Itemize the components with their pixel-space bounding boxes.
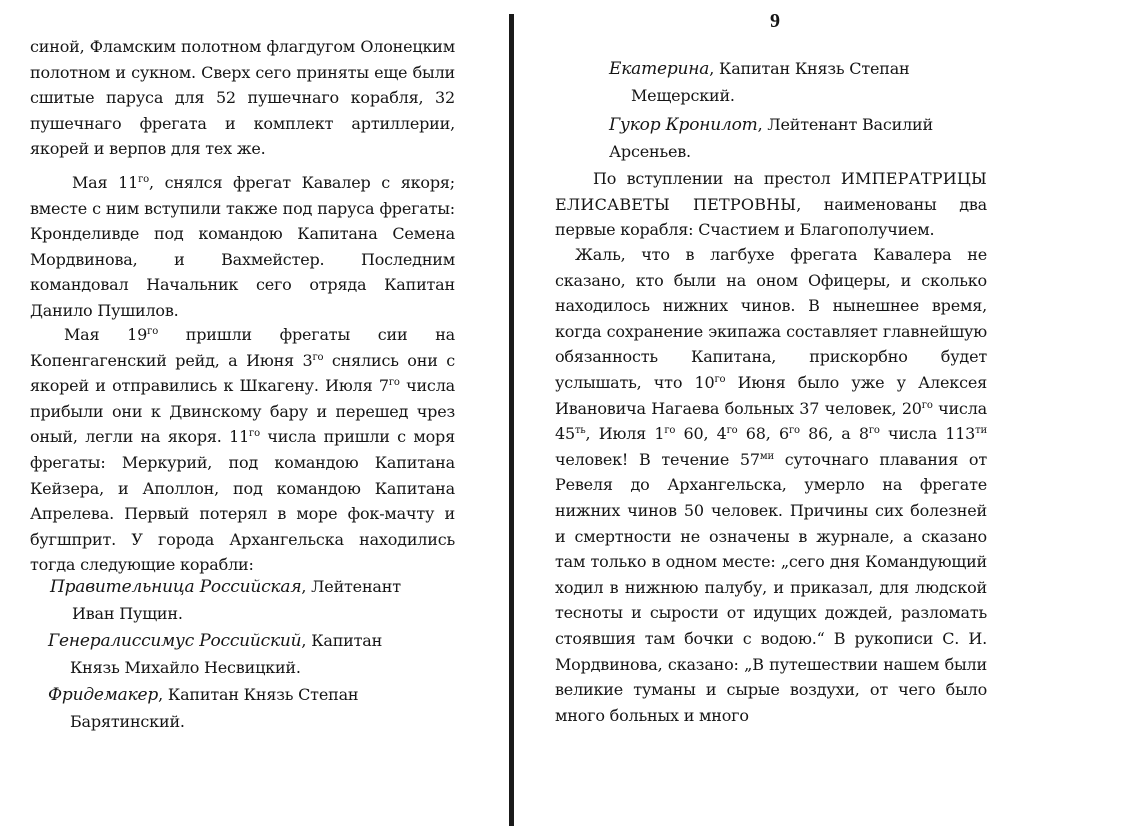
text-run: 86, а 8 (799, 424, 869, 444)
ship-commander-continued: Князь Михайло Несвицкий. (70, 657, 301, 677)
text-run: , Июля 1 (585, 424, 665, 444)
text-run: По вступлении на престол (593, 169, 841, 188)
superscript: го (138, 174, 149, 185)
text-run: числа пришли с моря фрегаты: Меркурий, под командою Капитана Кейзера, и Аполлон, под командою Капитана Апрелева. Первый потерял в море фок-мачту и бугшприт. У города Архангельска находились тогда следующие корабли: (30, 427, 455, 575)
ship-name: Правительница Российская (50, 577, 302, 597)
ship-commander: , Капитан Князь Степан (158, 685, 359, 704)
text-run: Июня было уже у Алексея Ивановича Нагаева больных 37 человек, 20 (555, 372, 987, 418)
superscript: ми (759, 450, 774, 462)
right-paragraph-2 (555, 242, 987, 728)
empress-name: ИМПЕРАТРИЦЫ ЕЛИСАВЕТЫ ПЕТРОВНЫ (555, 169, 987, 214)
right-paragraph-1 (555, 166, 987, 243)
text-run: пришли фрегаты сии на Копенгагенский рейд, а Июня 3 (30, 325, 456, 370)
superscript: ть (574, 425, 586, 437)
ship-entry (48, 628, 455, 680)
superscript: го (921, 399, 933, 411)
left-page (30, 0, 455, 826)
ship-commander: , Лейтенант Василий Арсеньев. (609, 115, 933, 161)
text-run: Мая 19 (64, 325, 148, 344)
ship-commander: , Капитан (301, 631, 383, 650)
ship-name: Гукор Кронилот (609, 115, 758, 135)
ship-entry (609, 56, 987, 108)
superscript: го (312, 351, 324, 363)
superscript: го (664, 425, 676, 437)
text-run: , снялся фрегат Кавалер с якоря; вместе с ним вступили также под паруса фрегаты: Кронделивде под командою Капитана Семена Мордвинова, и Вахмейстер. Последним командовал Начальник сего отряда Капитан Данило Пушилов. (30, 173, 455, 320)
page-number: 9 (770, 10, 780, 32)
text-run: 60, 4 (675, 424, 727, 444)
text-run: человек! В течение 57 (555, 449, 760, 469)
ship-entry (50, 574, 455, 626)
ship-commander-continued: Мещерский. (631, 85, 735, 105)
page-gutter-line (509, 14, 514, 826)
left-paragraph-2 (30, 170, 455, 324)
text-run: , наименованы два первые корабля: Счастием и Благополучием. (555, 194, 988, 240)
superscript: го (788, 425, 800, 437)
ship-commander-continued: Иван Пущин. (72, 603, 183, 623)
left-paragraph-3 (30, 322, 455, 578)
text-run: числа 113 (879, 424, 976, 444)
left-paragraph-1 (30, 34, 455, 162)
superscript: го (147, 326, 159, 337)
text-run: числа 45 (555, 398, 987, 444)
ship-name: Генералиссимус Российский (48, 631, 302, 651)
text-run: Жаль, что в лагбухе фрегата Кавалера не сказано, кто были на оном Офицеры, и сколько находилось нижних чинов. В нынешнее время, когда сохранение экипажа составляет главнейшую обязанность Капитана, прискорбно будет услышать, что 10 (555, 245, 987, 392)
superscript: го (726, 425, 738, 437)
left-paragraph-1-text: синой, Фламским полотном флагдугом Олонецким полотном и сукном. Сверх сего приняты еще были сшитые паруса для 52 пушечнаго корабля, 32 пушечнаго фрегата и комплект артиллерии, якорей и верпов для тех же. (30, 37, 455, 159)
ship-commander: , Лейтенант (301, 577, 401, 596)
text-run: числа прибыли они к Двинскому бару и перешед чрез оный, легли на якоря. 11 (30, 376, 455, 447)
superscript: ти (975, 425, 987, 437)
right-page (555, 0, 987, 826)
text-run: суточнаго плавания от Ревеля до Архангельска, умерло на фрегате нижних чинов 50 человек. Причины сих болезней и смертности не означены в журнале, а сказано там только в одном месте: „сего дня Командующий ходил в нижнюю палубу, и приказал, для людской тесноты и сырости от идущих дождей, разломать стоявшия там бочки с водою.“ В рукописи С. И. Мордвинова, сказано: „В путешествии нашем были великие туманы и сырые воздухи, от чего было много больных и много (555, 449, 987, 725)
text-run: Мая 11 (72, 173, 139, 192)
ship-entry (609, 112, 987, 164)
superscript: го (714, 373, 726, 385)
text-run: 68, 6 (737, 424, 789, 444)
superscript: го (868, 425, 880, 437)
ship-commander: , Капитан Князь Степан (709, 59, 910, 78)
text-run: снялись они с якорей и отправились к Шкагену. Июля 7 (30, 350, 455, 396)
ship-name: Екатерина (609, 59, 710, 79)
superscript: го (388, 377, 400, 389)
ship-entry (48, 682, 455, 734)
superscript: го (249, 428, 260, 440)
ship-commander-continued: Барятинский. (70, 711, 185, 731)
ship-name: Фридемакер (48, 685, 159, 705)
